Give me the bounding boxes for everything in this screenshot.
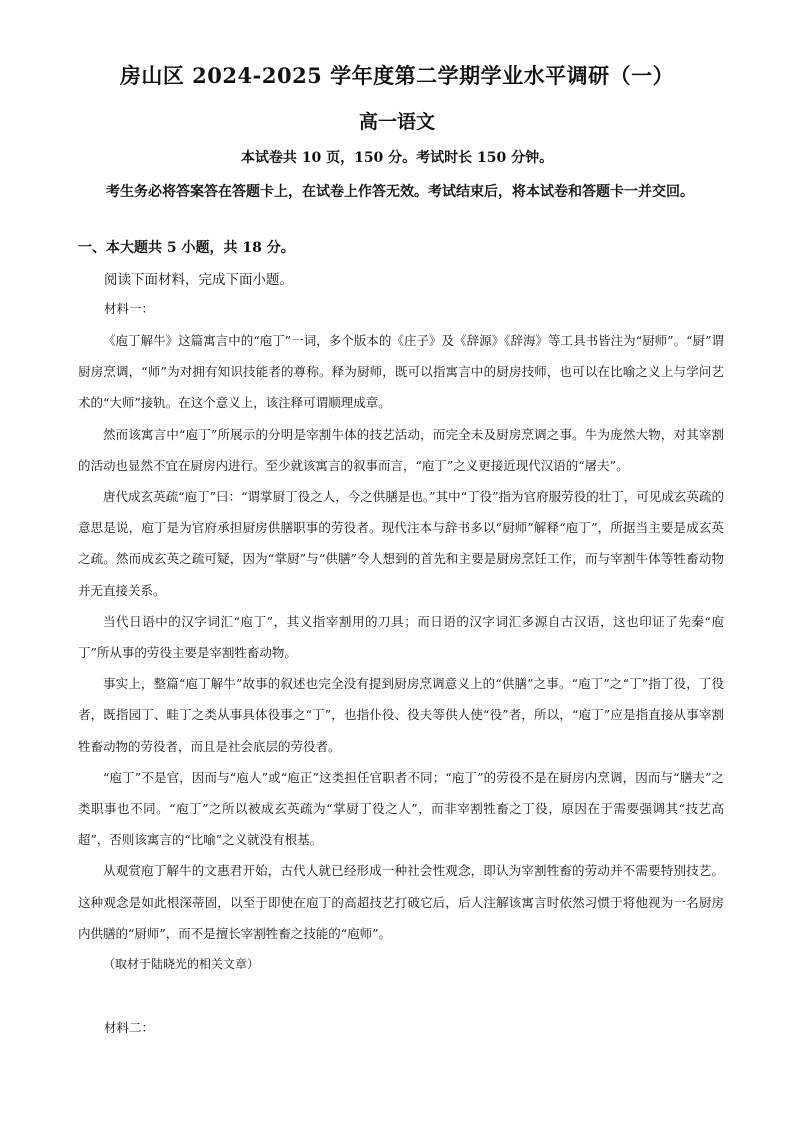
paragraph: “庖丁”不是官，因而与“庖人”或“庖正”这类担任官职者不同；“庖丁”的劳役不是在厨房内烹调，因而与“膳夫”之类职事也不同。“庖丁”之所以被成玄英疏为“掌厨丁役之人”，而非宰割牲畜之丁役，原因在于需要强调其“技艺高超”，否则该寓言的“比喻”之义就没有根基。 <box>78 769 724 848</box>
reading-instruction: 阅读下面材料，完成下面小题。 <box>104 272 293 288</box>
paragraph: 当代日语中的汉字词汇“庖丁”，其义指宰割用的刀具；而日语的汉字词汇多源自古汉语，这也印证了先秦“庖丁”所从事的劳役主要是宰割牲畜动物。 <box>78 613 724 661</box>
source-citation: （取材于陆晓光的相关文章） <box>103 957 260 972</box>
exam-title: 房山区 2024-2025 学年度第二学期学业水平调研（一） <box>119 63 675 88</box>
section-heading: 一、本大题共 5 小题，共 18 分。 <box>78 240 295 256</box>
exam-info: 本试卷共 10 页，150 分。考试时长 150 分钟。 <box>240 150 554 166</box>
paragraph: 从观赏庖丁解牛的文惠君开始，古代人就已经形成一种社会性观念，即认为宰割牲畜的劳动并不需要特别技艺。这种观念是如此根深蒂固，以至于即使在庖丁的高超技艺打破它后，后人注解该寓言时依然习惯于将他视为一名厨房内供膳的“厨师”，而不是擅长宰割牲畜之技能的“庖师”。 <box>78 863 724 941</box>
paragraph: 然而该寓言中“庖丁”所展示的分明是宰割牛体的技艺活动，而完全未及厨房烹调之事。牛为庞然大物，对其宰割的活动也显然不宜在厨房内进行。至少就该寓言的叙事而言，“庖丁”之义更接近现代汉语的“屠夫”。 <box>78 426 724 473</box>
exam-notice: 考生务必将答案答在答题卡上，在试卷上作答无效。考试结束后，将本试卷和答题卡一并交回。 <box>106 184 694 200</box>
subject-title: 高一语文 <box>358 111 435 133</box>
paragraph: 《庖丁解牛》这篇寓言中的“庖丁”一词，多个版本的《庄子》及《辞源》《辞海》等工具书皆注为“厨师”。“厨”谓厨房烹调，“师”为对拥有知识技能者的尊称。释为厨师，既可以指寓言中的厨房技师，也可以在比喻之义上与学问艺术的“大师”接轨。在这个意义上，该注释可谓顺理成章。 <box>78 333 724 411</box>
paragraph: 唐代成玄英疏“庖丁”曰：“谓掌厨丁役之人，今之供膳是也。”其中“丁役”指为官府服劳役的壮丁，可见成玄英疏的意思是说，庖丁是为官府承担厨房供膳职事的劳役者。现代注本与辞书多以“厨师”解释“庖丁”，所据当主要是成玄英之疏。然而成玄英之疏可疑，因为“掌厨”与“供膳”令人想到的首先和主要是厨房烹饪工作，而与宰割牛体等牲畜动物并无直接关系。 <box>78 489 724 598</box>
material-2-label: 材料二： <box>104 1020 155 1035</box>
paragraph: 事实上，整篇“庖丁解牛”故事的叙述也完全没有提到厨房烹调意义上的“供膳”之事。“庖丁”之“丁”指丁役，丁役者，既指园丁、畦丁之类从事具体役事之“丁”，也指仆役、役夫等供人使“役”者，所以，“庖丁”应是指直接从事宰割牲畜动物的劳役者，而且是社会底层的劳役者。 <box>78 676 724 754</box>
material-1-body <box>78 325 724 980</box>
material-1-label: 材料一： <box>104 301 155 316</box>
